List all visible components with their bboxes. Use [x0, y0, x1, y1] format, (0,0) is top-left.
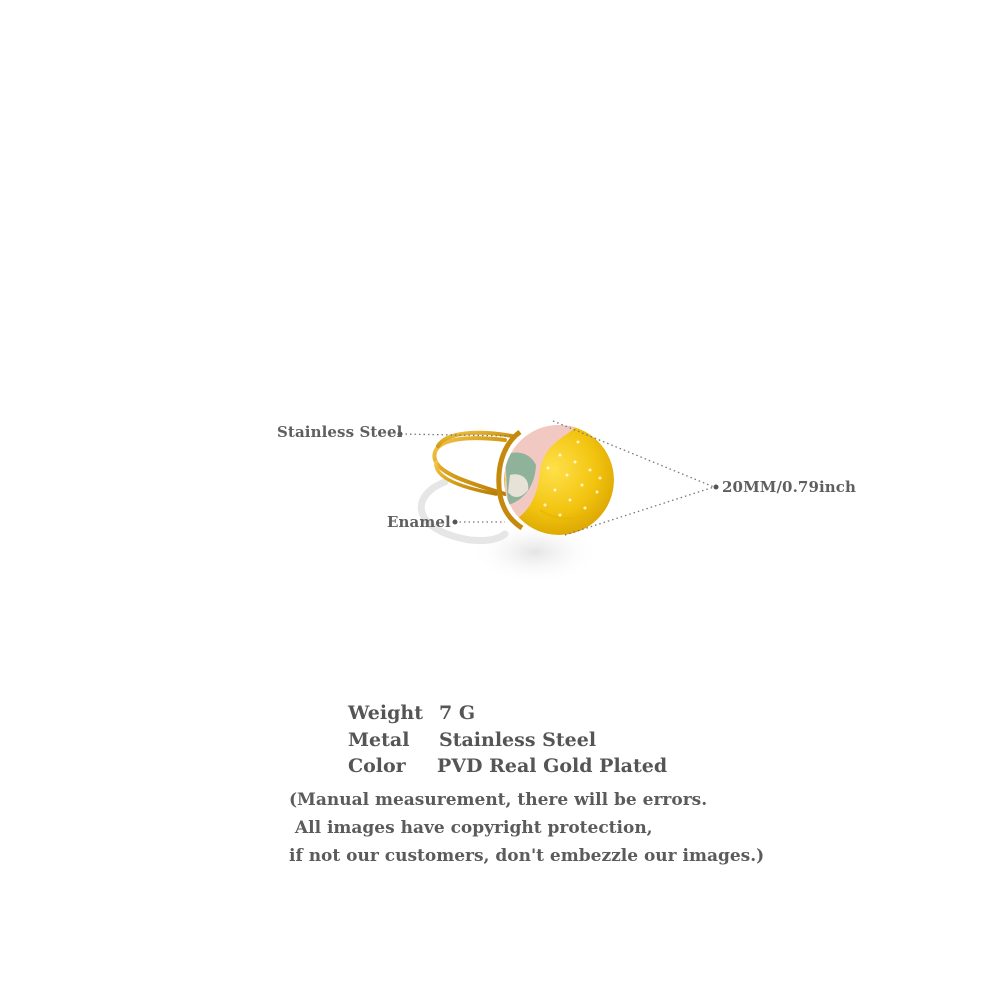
spec-value: Stainless Steel	[439, 728, 597, 751]
notice-line: All images have copyright protection,	[289, 818, 653, 838]
spec-key: Color	[348, 755, 406, 777]
notice-line: if not our customers, don't embezzle our images.)	[289, 846, 765, 866]
copyright-notice	[289, 786, 764, 870]
callout-enamel: Enamel	[387, 513, 451, 531]
spec-value: PVD Real Gold Plated	[437, 755, 668, 777]
spec-value: 7 G	[439, 702, 476, 724]
enamel-stone	[504, 424, 614, 535]
callout-stone-size: 20MM/0.79inch	[722, 478, 857, 496]
callout-stainless-steel: Stainless Steel	[277, 423, 403, 441]
spec-key: Metal	[348, 728, 410, 751]
spec-key: Weight	[348, 702, 423, 724]
notice-line: (Manual measurement, there will be errors.	[289, 790, 708, 810]
